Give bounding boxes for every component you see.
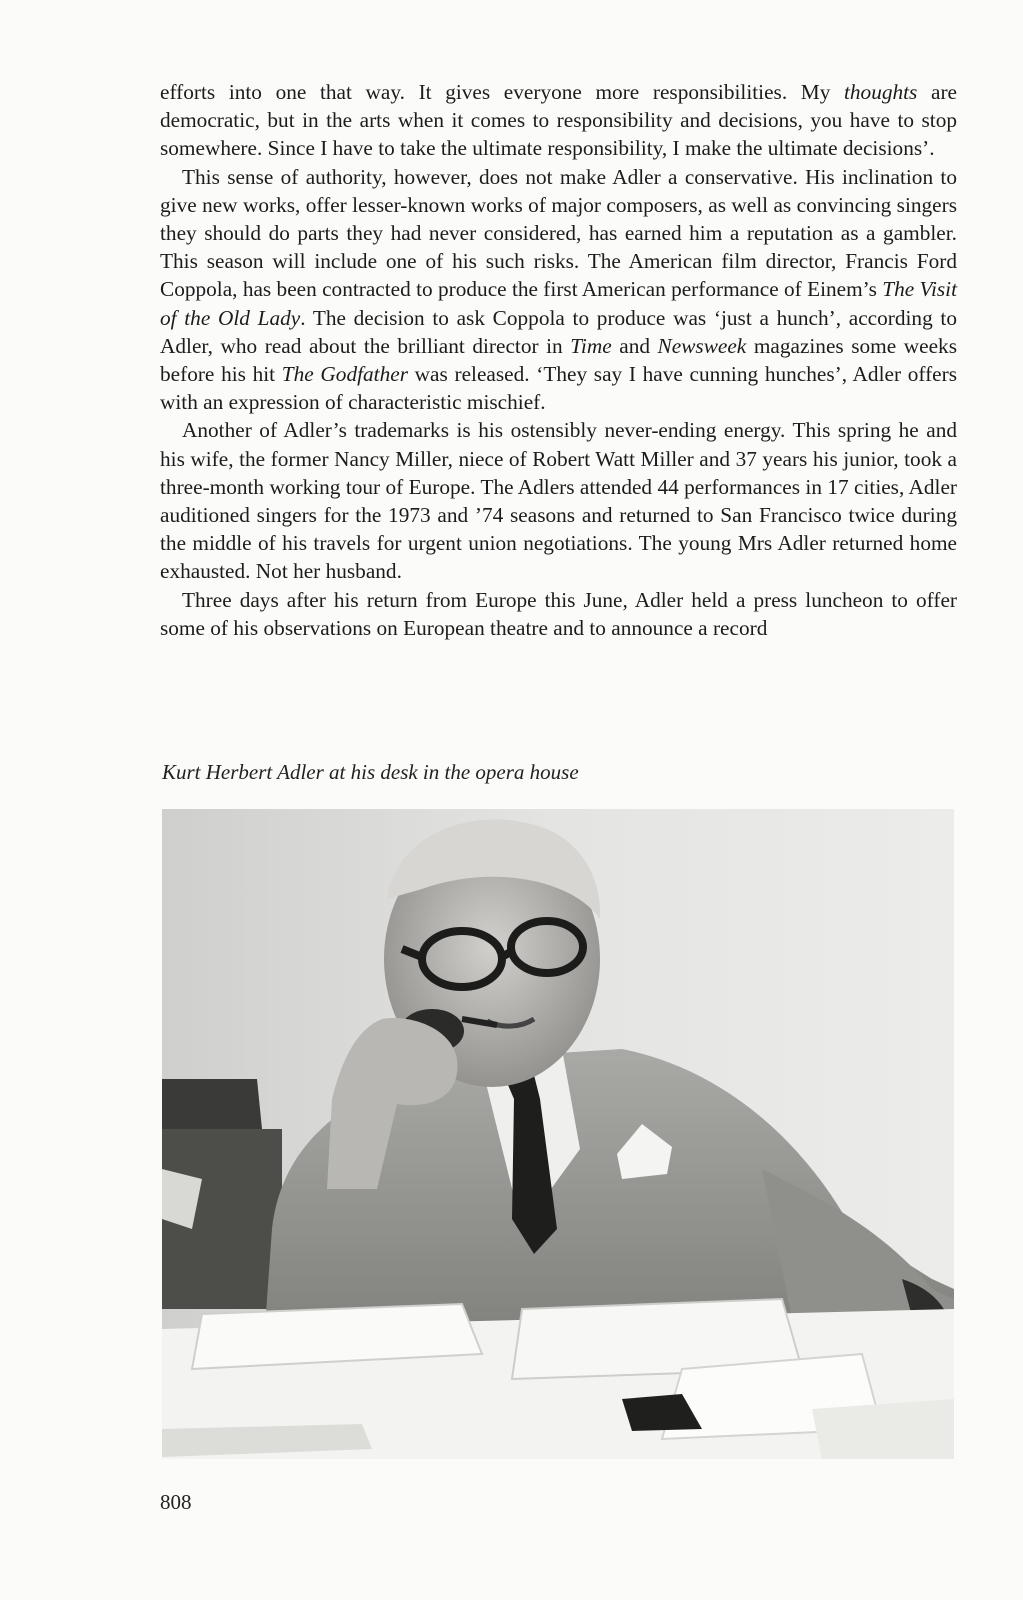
italic-title: thoughts xyxy=(843,80,918,104)
text-run: efforts into one that way. It gives everyone more responsibilities. My xyxy=(160,80,844,104)
text-run: and xyxy=(611,333,658,358)
text-run: Three days after his return from Europe this June, Adler held a press luncheon to offer some of his observations on European theatre and to announce a record xyxy=(160,587,957,640)
photo-illustration xyxy=(162,809,954,1459)
text-run: was released. ‘They say I have cunning hunches’, Adler offers with an expression of characteristic mischief. xyxy=(160,362,957,415)
text-run: This sense of authority, however, does not make Adler a conservative. His inclination to give new works, offer lesser-known works of major composers, as well as convincing singers they should do parts they had never considered, has earned him a reputation as a gambler. This season will include one of his such risks. The American film director, Francis Ford Coppola, has been contracted to produce the first American performance of Einem’s xyxy=(160,164,957,302)
italic-title: Newsweek xyxy=(657,333,747,358)
text-run: magazines some weeks before his hit xyxy=(160,333,957,387)
body-paragraph xyxy=(160,78,957,163)
text-run: . The decision to ask Coppola to produce was ‘just a hunch’, according to Adler, who read about the brilliant director in xyxy=(160,305,957,358)
page-number: 808 xyxy=(160,1490,192,1514)
body-paragraph xyxy=(160,586,957,642)
photograph-adler-at-desk xyxy=(162,809,954,1459)
body-paragraph xyxy=(160,416,957,585)
italic-title: The Visit of the Old Lady xyxy=(160,277,957,330)
text-run: Another of Adler’s trademarks is his ostensibly never-ending energy. This spring he and his wife, the former Nancy Miller, niece of Robert Watt Miller and 37 years his junior, took a three-month working tour of Europe. The Adlers attended 44 performances in 17 cities, Adler auditioned singers for the 1973 and ’74 seasons and returned to San Francisco twice during the middle of his travels for urgent union negotiations. The young Mrs Adler returned home exhausted. Not her husband. xyxy=(160,418,957,584)
body-paragraph xyxy=(160,163,957,417)
photo-caption: Kurt Herbert Adler at his desk in the opera house xyxy=(162,760,579,784)
body-text xyxy=(160,78,957,642)
italic-title: The Godfather xyxy=(281,362,408,387)
italic-title: Time xyxy=(570,333,612,358)
text-run: are democratic, but in the arts when it comes to responsibility and decisions, you have to stop somewhere. Since I have to take the ultimate responsibility, I make the ultimate decisions’. xyxy=(160,80,957,161)
